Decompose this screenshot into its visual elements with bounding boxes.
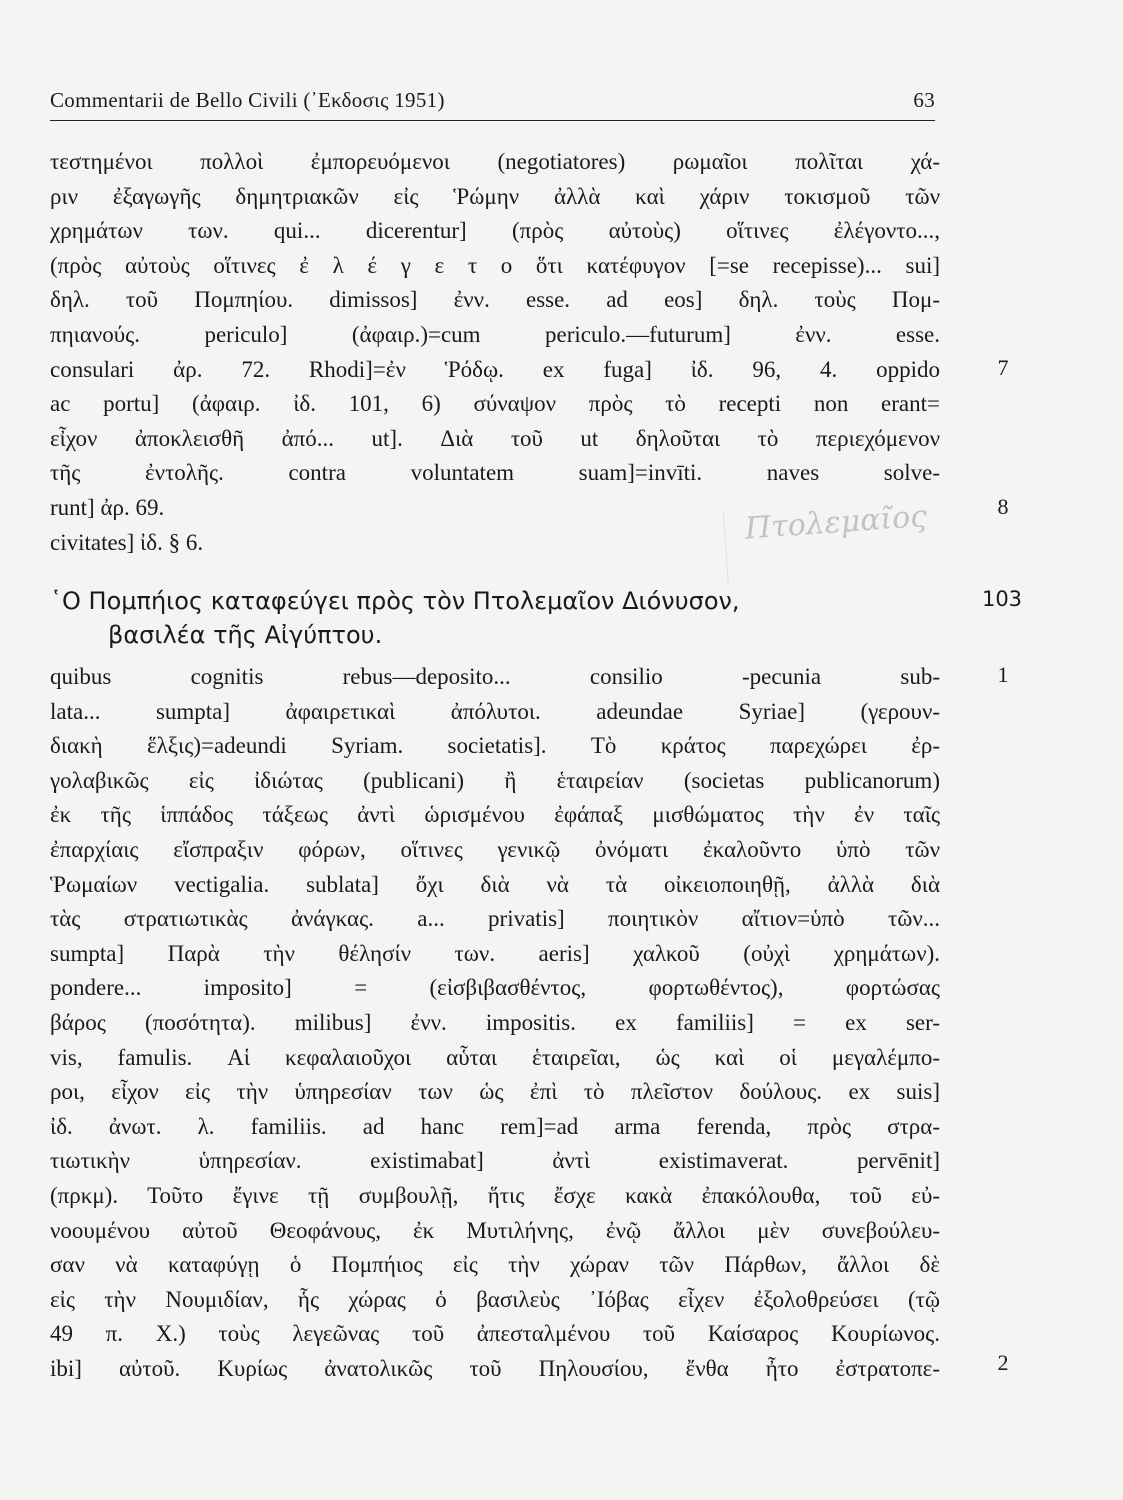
text-line: χρημάτων των. qui... dicerentur] (πρὸς αὐτοὺς) οἵτινες ἐλέγοντο..., [50, 218, 940, 244]
section-heading-line-2: βασιλέα τῆς Αἰγύπτου. [108, 621, 383, 649]
text-line: ibi] αὐτοῦ. Κυρίως ἀνατολικῶς τοῦ Πηλουσίου, ἔνθα ἦτο ἐστρατοπε- [50, 1355, 940, 1381]
text-line: runt] ἀρ. 69. [50, 494, 165, 520]
margin-number-1: 1 [997, 662, 1009, 687]
text-line: vis, famulis. Αἱ κεφαλαιοῦχοι αὗται ἑταιρεῖαι, ὡς καὶ οἱ μεγαλέμπο- [50, 1044, 940, 1070]
header-rule [50, 120, 935, 121]
margin-number-8: 8 [997, 494, 1009, 519]
text-line: βάρος (ποσότητα). milibus] ἐνν. impositis. ex familiis] = ex ser- [50, 1009, 940, 1035]
text-line: quibus cognitis rebus—deposito... consilio -pecunia sub- [50, 664, 940, 689]
text-line: sumpta] Παρὰ τὴν θέλησίν των. aeris] χαλκοῦ (οὐχὶ χρημάτων). [50, 940, 940, 966]
text-line: πηιανούς. periculo] (ἀφαιρ.)=cum periculo.—futurum] ἐνν. esse. [50, 321, 940, 347]
text-line: σαν νὰ καταφύγῃ ὁ Πομπήιος εἰς τὴν χώραν τῶν Πάρθων, ἄλλοι δὲ [50, 1252, 940, 1278]
commentary-block-1 [50, 145, 950, 560]
text-line: εἰς τὴν Νουμιδίαν, ἧς χώρας ὁ βασιλεὺς ᾿Ιόβας εἶχεν ἐξολοθρεύσει (τῷ [50, 1286, 940, 1312]
text-line: εἶχον ἀποκλεισθῆ ἀπό... ut]. Διὰ τοῦ ut δηλοῦται τὸ περιεχόμενον [50, 425, 940, 451]
text-line: (πρὸς αὐτοὺς οἵτινες ἐ λ έ γ ε τ ο ὅτι κατέφυγον [=se recepisse)... sui] [50, 252, 940, 278]
text-line: ροι, εἶχον εἰς τὴν ὑπηρεσίαν των ὡς ἐπὶ τὸ πλεῖστον δούλους. ex suis] [50, 1079, 940, 1105]
text-line: 49 π. Χ.) τοὺς λεγεῶνας τοῦ ἀπεσταλμένου τοῦ Καίσαρος Κουρίωνος. [50, 1321, 940, 1347]
commentary-block-2 [50, 660, 950, 1386]
running-head [50, 88, 935, 113]
text-line: τεστημένοι πολλοὶ ἐμπορευόμενοι (negotiatores) ρωμαῖοι πολῖται χά- [50, 149, 940, 174]
text-line: ac portu] (ἀφαιρ. ἰδ. 101, 6) σύναψον πρὸς τὸ recepti non erant= [50, 391, 940, 417]
margin-number-2: 2 [997, 1350, 1009, 1375]
header-title: Commentarii de Bello Civili (᾿Εκδοσις 1951) [50, 88, 445, 112]
section-heading [50, 584, 950, 652]
margin-number-7: 7 [997, 355, 1009, 380]
text-line: τιωτικὴν ὑπηρεσίαν. existimabat] ἀντὶ existimaverat. pervēnit] [50, 1148, 940, 1174]
text-line: ἐπαρχίαις εἴσπραξιν φόρων, οἵτινες γενικῷ ὀνόματι ἐκαλοῦντο ὑπὸ τῶν [50, 836, 940, 862]
text-line: Ῥωμαίων vectigalia. sublata] ὄχι διὰ νὰ τὰ οἰκειοποιηθῇ, ἀλλὰ διὰ [50, 871, 940, 897]
stamp-mark: Πτολεμαῖος [723, 497, 958, 583]
text-line: (πρκμ). Τοῦτο ἔγινε τῇ συμβουλῇ, ἥτις ἔσχε κακὰ ἐπακόλουθα, τοῦ εὐ- [50, 1182, 940, 1208]
margin-number-103: 103 [981, 587, 1023, 611]
text-line: γολαβικῶς εἰς ἰδιώτας (publicani) ἢ ἑταιρείαν (societas publicanorum) [50, 767, 940, 793]
text-line: consulari ἀρ. 72. Rhodi]=ἐν Ῥόδῳ. ex fuga] ἰδ. 96, 4. oppido [50, 356, 940, 382]
text-line: ἐκ τῆς ἱππάδος τάξεως ἀντὶ ὡρισμένου ἐφάπαξ μισθώματος τὴν ἐν ταῖς [50, 802, 940, 828]
text-line: δηλ. τοῦ Πομπηίου. dimissos] ἐνν. esse. ad eos] δηλ. τοὺς Πομ- [50, 287, 940, 313]
text-line: τῆς ἐντολῆς. contra voluntatem suam]=invīti. naves solve- [50, 460, 940, 486]
text-line: civitates] ἰδ. § 6. [50, 529, 204, 555]
section-heading-line-1: ῾Ο Πομπήιος καταφεύγει πρὸς τὸν Πτολεμαῖον Διόνυσον, [50, 587, 740, 615]
text-line: νοουμένου αὐτοῦ Θεοφάνους, ἐκ Μυτιλήνης, ἐνῷ ἄλλοι μὲν συνεβούλευ- [50, 1217, 940, 1243]
text-line: pondere... imposito] = (εἰσβιβασθέντος, φορτωθέντος), φορτώσας [50, 975, 940, 1001]
page-number: 63 [913, 88, 935, 112]
text-line: ριν ἐξαγωγῆς δημητριακῶν εἰς Ῥώμην ἀλλὰ καὶ χάριν τοκισμοῦ τῶν [50, 183, 940, 209]
text-line: τὰς στρατιωτικὰς ἀνάγκας. a... privatis] ποιητικὸν αἴτιον=ὑπὸ τῶν... [50, 906, 940, 932]
text-line: ἰδ. ἀνωτ. λ. familiis. ad hanc rem]=ad arma ferenda, πρὸς στρα- [50, 1113, 940, 1139]
text-line: lata... sumpta] ἀφαιρετικαὶ ἀπόλυτοι. adeundae Syriae] (γερουν- [50, 698, 940, 724]
text-line: διακὴ ἕλξις)=adeundi Syriam. societatis]. Τὸ κράτος παρεχώρει ἐρ- [50, 733, 940, 759]
